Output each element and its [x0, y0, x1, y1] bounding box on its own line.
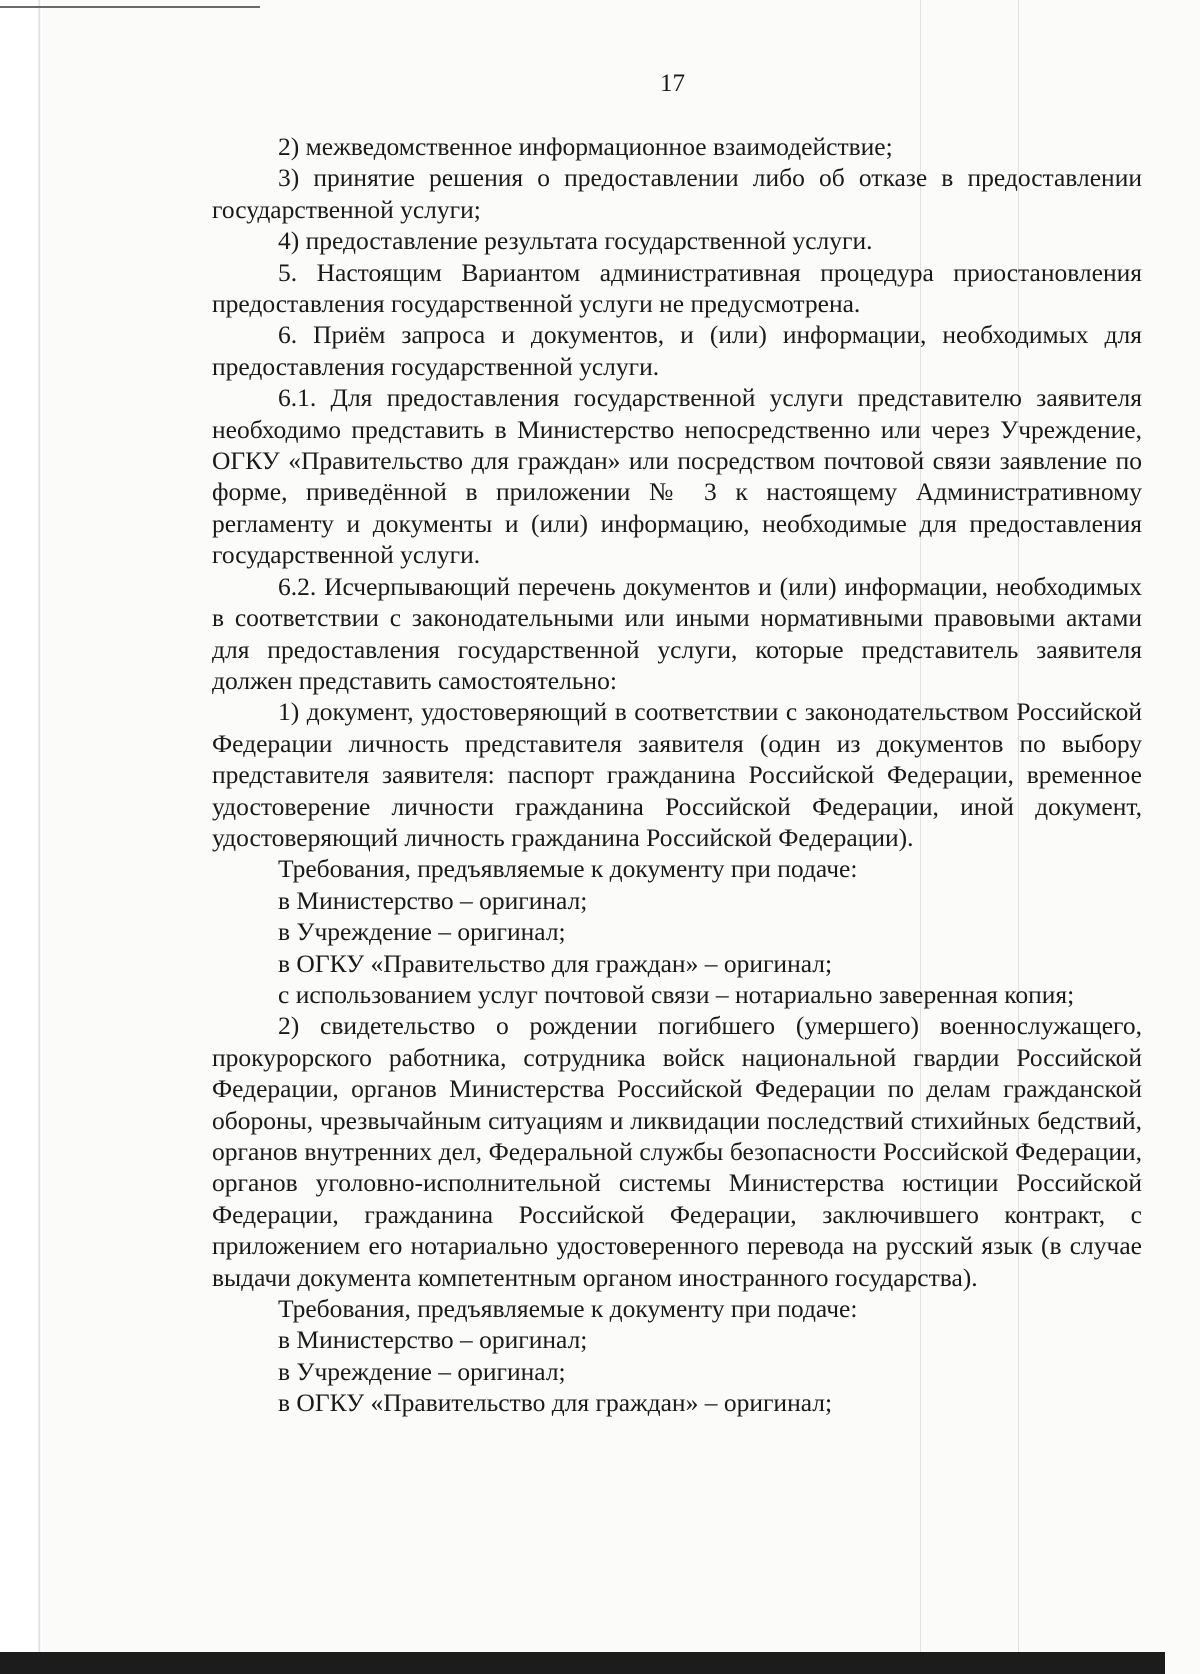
paragraph: в Министерство – оригинал; [278, 885, 588, 915]
paragraph: в Министерство – оригинал; [278, 1325, 588, 1355]
paragraph: 2) свидетельство о рождении погибшего (умершего) военнослужащего, прокурорского работника, сотрудника войск национальной гвардии Российской Федерации, органов Министерства Российской Федерации по делам гражданской обороны, чрезвычайным ситуациям и ликвидации последствий стихийных бедствий, органов внутренних дел, Федеральной службы безопасности Российской Федерации, органов уголовно-исполнительной системы Министерства юстиции Российской Федерации, гражданина Российской Федерации, заключившего контракт, с приложением его нотариально удостоверенного перевода на русский язык (в случае выдачи документа компетентным органом иностранного государства). [212, 1011, 1142, 1292]
paragraph: в Учреждение – оригинал; [278, 1356, 566, 1386]
document-body [212, 131, 1142, 1419]
paragraph: в ОГКУ «Правительство для граждан» – оригинал; [278, 1388, 833, 1418]
paragraph: 6. Приём запроса и документов, и (или) информации, необходимых для предоставления государственной услуги. [212, 320, 1142, 381]
scan-left-edge [0, 0, 42, 1674]
paragraph: 6.2. Исчерпывающий перечень документов и (или) информации, необходимых в соответствии с законодательными или иными нормативными правовыми актами для предоставления государственной услуги, которые представитель заявителя должен представить самостоятельно: [212, 571, 1142, 695]
paragraph: 2) межведомственное информационное взаимодействие; [278, 132, 893, 161]
page-number: 17 [660, 70, 685, 97]
paragraph: 6.1. Для предоставления государственной услуги представителю заявителя необходимо представить в Министерство непосредственно или через Учреждение, ОГКУ «Правительство для граждан» или посредством почтовой связи заявление по форме, приведённой в приложении № 3 к настоящему Административному регламенту и документы и (или) информацию, необходимые для предоставления государственной услуги. [212, 383, 1142, 570]
scan-top-line [0, 6, 260, 8]
paragraph: 3) принятие решения о предоставлении либо об отказе в предоставлении государственной услуги; [212, 163, 1142, 224]
paragraph: в Учреждение – оригинал; [278, 917, 566, 947]
paragraph: с использованием услуг почтовой связи – нотариально заверенная копия; [278, 979, 1075, 1009]
paragraph: в ОГКУ «Правительство для граждан» – оригинал; [278, 948, 833, 978]
paragraph: Требования, предъявляемые к документу при подаче: [278, 1294, 858, 1324]
paragraph: 4) предоставление результата государственной услуги. [278, 226, 873, 256]
paragraph: 1) документ, удостоверяющий в соответствии с законодательством Российской Федерации личность представителя заявителя (один из документов по выбору представителя заявителя: паспорт гражданина Российской Федерации, временное удостоверение личности гражданина Российской Федерации, иной документ, удостоверяющий личность гражданина Российской Федерации). [212, 697, 1142, 852]
paragraph: Требования, предъявляемые к документу при подаче: [278, 854, 858, 884]
scan-bottom-bar [0, 1652, 1165, 1674]
paragraph: 5. Настоящим Вариантом административная процедура приостановления предоставления государственной услуги не предусмотрена. [212, 257, 1142, 319]
